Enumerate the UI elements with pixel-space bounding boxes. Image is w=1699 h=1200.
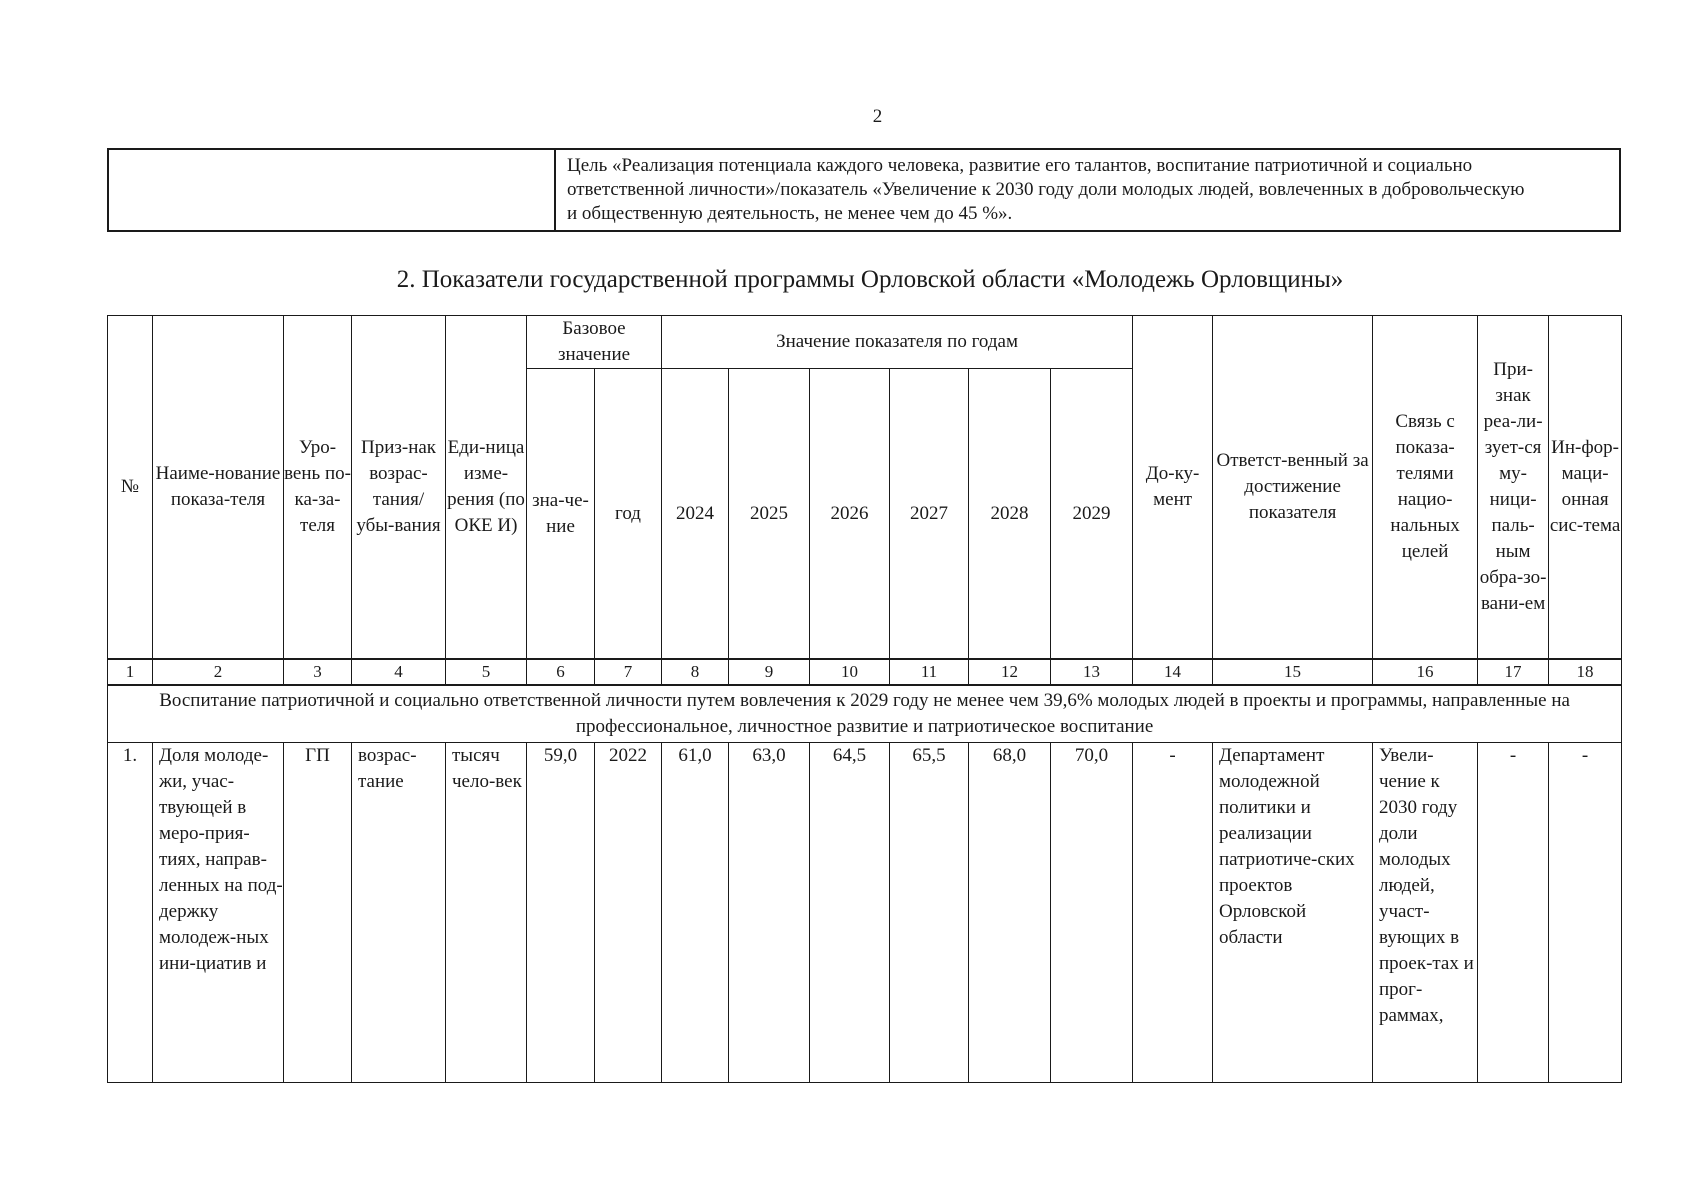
header-year: 2028 (969, 369, 1051, 659)
header-name: Наиме-нование показа-теля (153, 316, 284, 659)
row-info-system: - (1549, 743, 1622, 1083)
header-base-year: год (595, 369, 662, 659)
table-row (108, 743, 1622, 1083)
section-row: Воспитание патриотичной и социально ответственной личности путем вовлечения к 2029 году не менее чем 39,6% молодых людей в проекты и программы, направленные на профессиональное, личностное развитие и патриотическое воспитание (108, 686, 1622, 743)
row-unit: тысяч чело-век (446, 743, 527, 1083)
goal-box (107, 148, 1621, 232)
header-year: 2026 (810, 369, 890, 659)
row-sign: возрас-тание (352, 743, 446, 1083)
header-sign: Приз-нак возрас-тания/ убы-вания (352, 316, 446, 659)
column-number: 1 (108, 660, 153, 685)
row-value: 61,0 (662, 743, 729, 1083)
column-number: 5 (446, 660, 527, 685)
row-name: Доля молоде-жи, учас-твующей в меро-прия-тиях, направ-ленных на под-держку молодеж-ных ини-циатив и (153, 743, 284, 1083)
column-number: 11 (890, 660, 969, 685)
row-value: 65,5 (890, 743, 969, 1083)
indicators-table-header (107, 315, 1622, 659)
header-year: 2024 (662, 369, 729, 659)
header-year: 2025 (729, 369, 810, 659)
header-num: № (108, 316, 153, 659)
column-number: 3 (284, 660, 352, 685)
row-num: 1. (108, 743, 153, 1083)
header-years-group: Значение показателя по годам (662, 316, 1133, 369)
goal-text: Цель «Реализация потенциала каждого человека, развитие его талантов, воспитание патриотичной и социально ответственной личности»/показатель «Увеличение к 2030 году доли молодых людей, вовлеченных в добровольческую и общественную деятельность, не менее чем до 45 %». (567, 155, 1525, 224)
row-level: ГП (284, 743, 352, 1083)
page-number: 2 (872, 106, 883, 127)
column-number: 9 (729, 660, 810, 685)
row-responsible: Департамент молодежной политики и реализации патриотиче-ских проектов Орловской области (1213, 743, 1373, 1083)
row-municipal: - (1478, 743, 1549, 1083)
column-numbers-row (107, 659, 1622, 685)
row-value: 63,0 (729, 743, 810, 1083)
column-number: 16 (1373, 660, 1478, 685)
header-responsible: Ответст-венный за достижение показателя (1213, 316, 1373, 659)
header-year: 2027 (890, 369, 969, 659)
column-number: 17 (1478, 660, 1549, 685)
column-number: 18 (1549, 660, 1622, 685)
column-number: 7 (595, 660, 662, 685)
indicators-table-body (107, 685, 1622, 1083)
header-document: До-ку-мент (1133, 316, 1213, 659)
header-municipal: При-знак реа-ли-зует-ся му-ници-паль-ным обра-зо-вани-ем (1478, 316, 1549, 659)
header-base-group: Базовое значение (527, 316, 662, 369)
header-level: Уро-вень по-ка-за-теля (284, 316, 352, 659)
column-number: 8 (662, 660, 729, 685)
header-link: Связь с показа-телями нацио-нальных целей (1373, 316, 1478, 659)
section-title: 2. Показатели государственной программы Орловской области «Молодежь Орловщины» (396, 266, 1344, 293)
row-base-value: 59,0 (527, 743, 595, 1083)
column-number: 14 (1133, 660, 1213, 685)
column-number: 2 (153, 660, 284, 685)
column-number: 15 (1213, 660, 1373, 685)
header-unit: Еди-ница изме-рения (по ОКЕ И) (446, 316, 527, 659)
row-document: - (1133, 743, 1213, 1083)
row-value: 68,0 (969, 743, 1051, 1083)
goal-box-empty-cell (109, 150, 556, 230)
column-number: 4 (352, 660, 446, 685)
row-value: 70,0 (1051, 743, 1133, 1083)
header-year: 2029 (1051, 369, 1133, 659)
column-number: 10 (810, 660, 890, 685)
row-link: Увели-чение к 2030 году доли молодых людей, участ-вующих в проек-тах и прог-раммах, (1373, 743, 1478, 1083)
row-base-year: 2022 (595, 743, 662, 1083)
column-number: 12 (969, 660, 1051, 685)
column-number: 6 (527, 660, 595, 685)
row-value: 64,5 (810, 743, 890, 1083)
header-base-value: зна-че-ние (527, 369, 595, 659)
column-number: 13 (1051, 660, 1133, 685)
header-info-system: Ин-фор-маци-онная сис-тема (1549, 316, 1622, 659)
